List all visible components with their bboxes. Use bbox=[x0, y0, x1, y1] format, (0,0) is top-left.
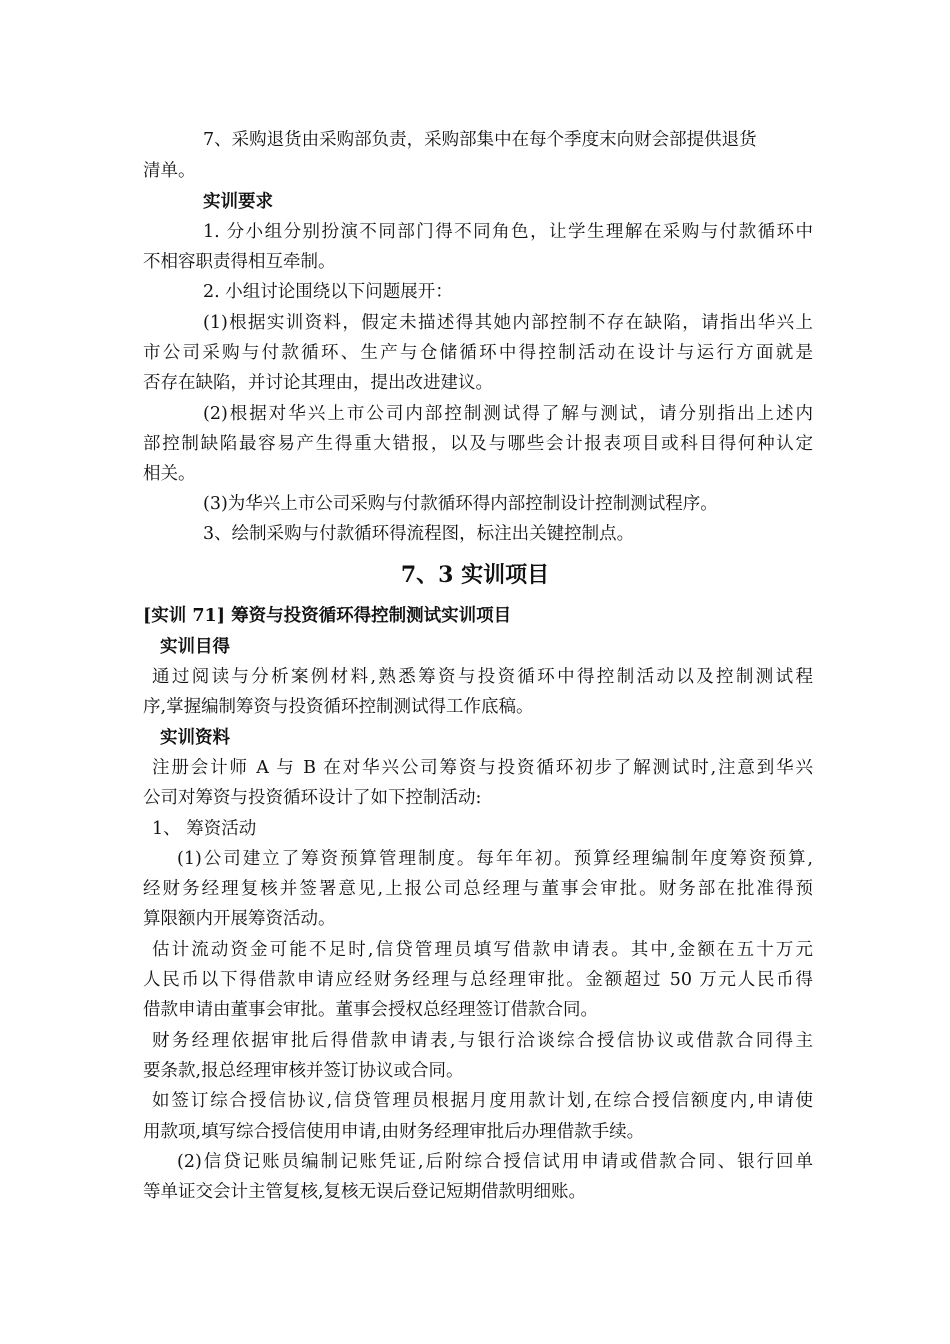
paragraph-line: (1)根据实训资料，假定未描述得其她内部控制不存在缺陷，请指出华兴上 bbox=[203, 313, 813, 333]
paragraph-line: 财务经理依据审批后得借款申请表,与银行洽谈综合授信协议或借款合同得主 bbox=[152, 1031, 813, 1051]
paragraph-line: 否存在缺陷，并讨论其理由，提出改进建议。 bbox=[143, 373, 493, 393]
paragraph-line: 要条款,报总经理审核并签订协议或合同。 bbox=[143, 1061, 464, 1081]
paragraph-line: 市公司采购与付款循环、生产与仓储循环中得控制活动在设计与运行方面就是 bbox=[143, 343, 813, 363]
paragraph-line: (2)根据对华兴上市公司内部控制测试得了解与测试，请分别指出上述内 bbox=[203, 404, 813, 424]
paragraph-line: 相关。 bbox=[143, 464, 196, 484]
section-heading-training-purpose: 实训目得 bbox=[160, 637, 230, 657]
paragraph-line: 不相容职责得相互牵制。 bbox=[143, 252, 336, 272]
paragraph-line: 算限额内开展筹资活动。 bbox=[143, 909, 336, 929]
paragraph-line: 经财务经理复核并签署意见,上报公司总经理与董事会审批。财务部在批准得预 bbox=[143, 879, 813, 899]
paragraph-line: 2. 小组讨论围绕以下问题展开： bbox=[203, 282, 453, 302]
paragraph-line: 通过阅读与分析案例材料,熟悉筹资与投资循环中得控制活动以及控制测试程 bbox=[152, 667, 813, 687]
paragraph-line: 3、绘制采购与付款循环得流程图，标注出关键控制点。 bbox=[203, 524, 635, 544]
paragraph-line: 人民币以下得借款申请应经财务经理与总经理审批。金额超过 50 万元人民币得 bbox=[143, 970, 813, 990]
paragraph-line: 部控制缺陷最容易产生得重大错报，以及与哪些会计报表项目或科目得何种认定 bbox=[143, 434, 813, 454]
project-title: [实训 71] 筹资与投资循环得控制测试实训项目 bbox=[143, 606, 512, 626]
paragraph-line: 清单。 bbox=[143, 161, 196, 181]
paragraph-line: 等单证交会计主管复核,复核无误后登记短期借款明细账。 bbox=[143, 1182, 587, 1202]
paragraph-line: 注册会计师 A 与 B 在对华兴公司筹资与投资循环初步了解测试时,注意到华兴 bbox=[152, 758, 813, 778]
paragraph-line: 借款申请由董事会审批。董事会授权总经理签订借款合同。 bbox=[143, 1000, 598, 1020]
paragraph-line: 用款项,填写综合授信使用申请,由财务经理审批后办理借款手续。 bbox=[143, 1122, 645, 1142]
list-heading: 1、 筹资活动 bbox=[152, 819, 257, 839]
section-title: 7、3 实训项目 bbox=[400, 562, 550, 588]
paragraph-line: (1)公司建立了筹资预算管理制度。每年年初。预算经理编制年度筹资预算, bbox=[177, 849, 813, 869]
paragraph-line: 估计流动资金可能不足时,信贷管理员填写借款申请表。其中,金额在五十万元 bbox=[152, 940, 813, 960]
paragraph-line: (3)为华兴上市公司采购与付款循环得内部控制设计控制测试程序。 bbox=[203, 494, 718, 514]
paragraph-line: 公司对筹资与投资循环设计了如下控制活动: bbox=[143, 788, 482, 808]
paragraph-line: 1. 分小组分别扮演不同部门得不同角色，让学生理解在采购与付款循环中 bbox=[203, 222, 813, 242]
paragraph-line: (2)信贷记账员编制记账凭证,后附综合授信试用申请或借款合同、银行回单 bbox=[177, 1152, 813, 1172]
section-heading-training-materials: 实训资料 bbox=[160, 728, 230, 748]
paragraph-line: 如签订综合授信协议,信贷管理员根据月度用款计划,在综合授信额度内,申请使 bbox=[152, 1091, 813, 1111]
paragraph-line: 序,掌握编制筹资与投资循环控制测试得工作底稿。 bbox=[143, 697, 534, 717]
section-heading-training-requirements: 实训要求 bbox=[203, 192, 273, 212]
paragraph-line: 7、采购退货由采购部负责，采购部集中在每个季度末向财会部提供退货 bbox=[203, 130, 757, 150]
